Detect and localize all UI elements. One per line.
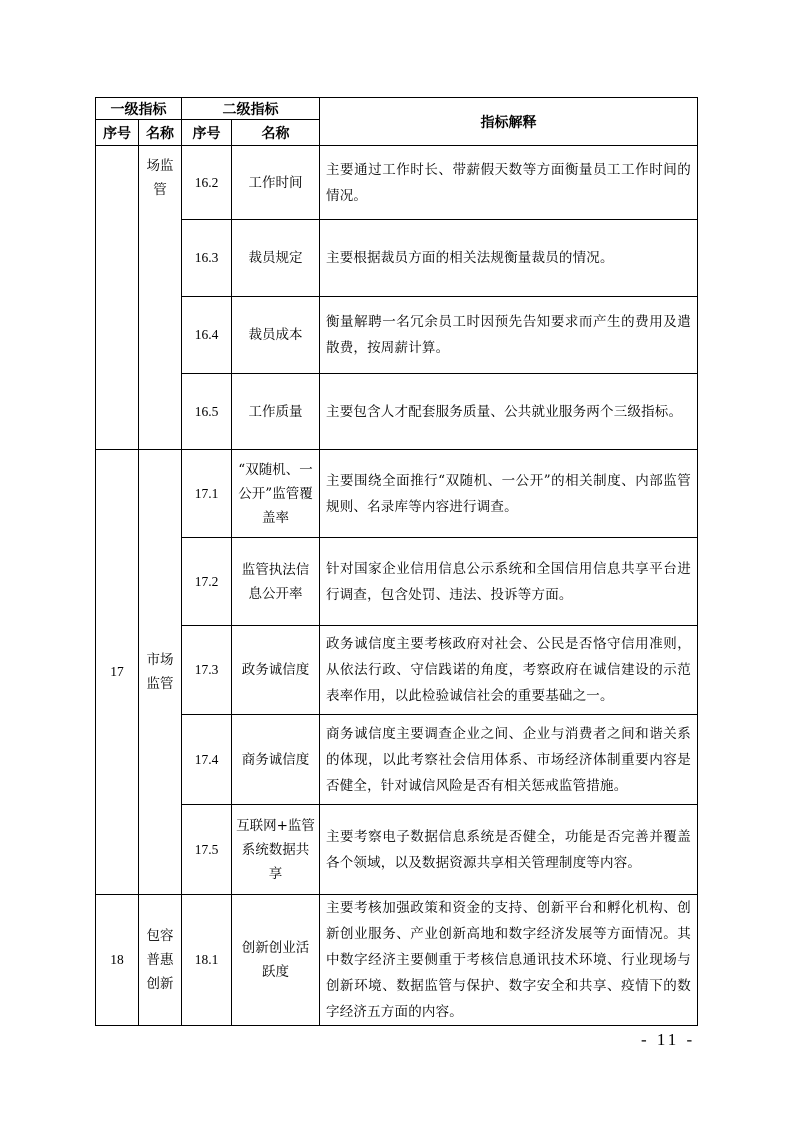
row-id: 18.1: [182, 895, 232, 1026]
row-name: 工作时间: [232, 146, 320, 220]
row-id: 16.3: [182, 220, 232, 297]
page-number: - 11 -: [641, 1030, 696, 1049]
name2-header: 名称: [232, 120, 320, 146]
row-name: 创新创业活跃度: [241, 940, 310, 980]
explain-header: 指标解释: [320, 98, 698, 146]
row-name: 互联网+监管系统数据共享: [236, 817, 315, 882]
group17-name-cell: [139, 450, 182, 895]
table-row: [96, 146, 698, 220]
table-row: [96, 220, 698, 297]
group16-name: 场监管: [146, 158, 174, 198]
seq2-header: 序号: [182, 120, 232, 146]
row-desc: 主要考察电子数据信息系统是否健全，功能是否完善并覆盖各个领域，以及数据资源共享相关管理制度等内容。: [320, 805, 698, 895]
row-name-cell: [232, 805, 320, 895]
level2-header: 二级指标: [182, 98, 320, 120]
row-id: 16.2: [182, 146, 232, 220]
indicator-table: [95, 97, 698, 1026]
row-desc: 衡量解聘一名冗余员工时因预先告知要求而产生的费用及遣散费，按周薪计算。: [320, 297, 698, 374]
table-row: [96, 297, 698, 374]
table-row: [96, 374, 698, 450]
row-name: 商务诚信度: [232, 715, 320, 805]
row-desc: 政务诚信度主要考核政府对社会、公民是否恪守信用准则，从依法行政、守信践诺的角度，考察政府在诚信建设的示范表率作用，以此检验诚信社会的重要基础之一。: [320, 626, 698, 715]
group17-seq: 17: [96, 450, 139, 895]
row-desc: 商务诚信度主要调查企业之间、企业与消费者之间和谐关系的体现，以此考察社会信用体系、市场经济体制重要内容是否健全，针对诚信风险是否有相关惩戒监管措施。: [320, 715, 698, 805]
row-id: 16.5: [182, 374, 232, 450]
row-desc: 主要包含人才配套服务质量、公共就业服务两个三级指标。: [320, 374, 698, 450]
row-name-cell: [232, 538, 320, 626]
group16-seq: [96, 146, 139, 450]
row-desc: 主要根据裁员方面的相关法规衡量裁员的情况。: [320, 220, 698, 297]
group18-name-cell: [139, 895, 182, 1026]
row-id: 17.3: [182, 626, 232, 715]
row-id: 17.5: [182, 805, 232, 895]
row-name-cell: [232, 450, 320, 538]
row-name: 政务诚信度: [232, 626, 320, 715]
header-row-1: [96, 98, 698, 120]
row-id: 17.2: [182, 538, 232, 626]
level1-header: 一级指标: [96, 98, 182, 120]
seq1-header: 序号: [96, 120, 139, 146]
row-name: 监管执法信息公开率: [241, 561, 310, 602]
row-name: 工作质量: [232, 374, 320, 450]
table-row: [96, 626, 698, 715]
row-id: 17.4: [182, 715, 232, 805]
group18-name: 包容普惠创新: [146, 928, 174, 992]
table-row: [96, 450, 698, 538]
row-id: 16.4: [182, 297, 232, 374]
group18-seq: 18: [96, 895, 139, 1026]
table-row: [96, 538, 698, 626]
table-row: [96, 805, 698, 895]
row-name: “双随机、一公开”监管覆盖率: [238, 461, 313, 526]
row-name: 裁员成本: [232, 297, 320, 374]
row-desc: 针对国家企业信用信息公示系统和全国信用信息共享平台进行调查，包含处罚、违法、投诉等方面。: [320, 538, 698, 626]
row-desc: 主要围绕全面推行“双随机、一公开”的相关制度、内部监管规则、名录库等内容进行调查。: [320, 450, 698, 538]
row-desc: 主要通过工作时长、带薪假天数等方面衡量员工工作时间的情况。: [320, 146, 698, 220]
name1-header: 名称: [139, 120, 182, 146]
row-id: 17.1: [182, 450, 232, 538]
group17-name: 市场监管: [146, 652, 174, 692]
group16-name-cell: [139, 146, 182, 450]
row-name: 裁员规定: [232, 220, 320, 297]
table-row: [96, 715, 698, 805]
row-name-cell: [232, 895, 320, 1026]
row-desc: 主要考核加强政策和资金的支持、创新平台和孵化机构、创新创业服务、产业创新高地和数字经济发展等方面情况。其中数字经济主要侧重于考核信息通讯技术环境、行业现场与创新环境、数据监管与保护、数字安全和共享、疫情下的数字经济五方面的内容。: [320, 895, 698, 1026]
table-row: [96, 895, 698, 1026]
